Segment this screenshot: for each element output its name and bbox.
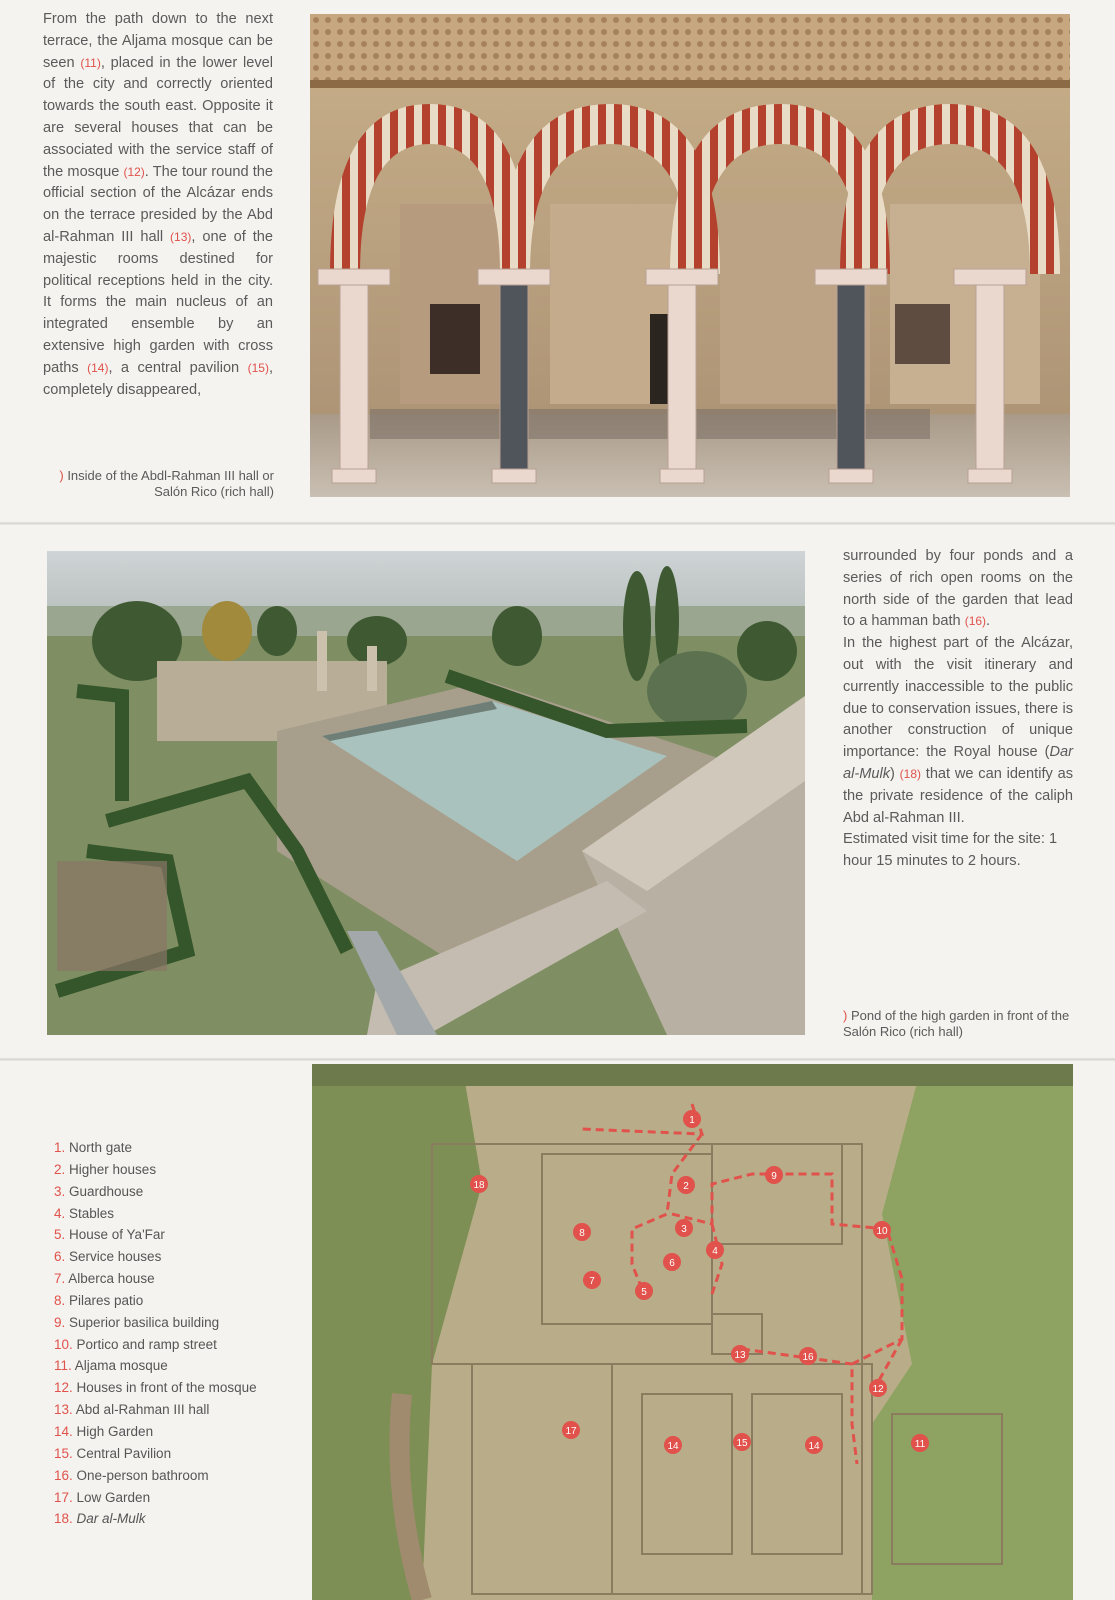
legend-label: House of Ya'Far [65, 1227, 165, 1243]
legend-label: Guardhouse [65, 1183, 144, 1199]
legend-number: 3. [54, 1183, 66, 1199]
map-marker-label: 3 [681, 1224, 687, 1235]
legend-number: 5. [54, 1227, 66, 1243]
legend-number: 1. [54, 1140, 66, 1155]
legend-item [54, 1487, 257, 1509]
map-marker-4 [706, 1241, 724, 1259]
legend-label: Pilares patio [65, 1292, 144, 1308]
text-run: that we can identify as the private residence of the caliph Abd al-Rahman III. [843, 765, 1073, 826]
high-garden-pond-photo [47, 551, 805, 1035]
caption-text: Pond of the high garden in front of the Salón Rico (rich hall) [843, 1008, 1070, 1039]
legend-item [54, 1290, 257, 1312]
legend-item [54, 1203, 257, 1225]
map-reference-number: (15) [247, 360, 269, 375]
legend-number: 18. [54, 1511, 73, 1527]
legend-label: Higher houses [65, 1161, 157, 1177]
legend-item [54, 1377, 257, 1399]
map-marker-18 [470, 1175, 488, 1193]
caption-text: Inside of the Abdl-Rahman III hall or Salón Rico (rich hall) [67, 468, 274, 499]
map-marker-label: 11 [914, 1439, 926, 1450]
map-marker-2 [677, 1176, 695, 1194]
map-marker-label: 1 [689, 1115, 695, 1126]
legend-label: High Garden [72, 1423, 154, 1439]
legend-item [54, 1312, 257, 1334]
map-marker-label: 8 [579, 1228, 585, 1239]
map-marker-16 [799, 1347, 817, 1365]
legend-label: Service houses [65, 1249, 162, 1265]
map-marker-label: 10 [876, 1226, 888, 1237]
legend-number: 8. [54, 1292, 66, 1308]
text-run: surrounded by four ponds and a series of rich open rooms on the north side of the garden that lead to a hamman bath [843, 548, 1073, 630]
legend-item [54, 1421, 257, 1443]
legend-item [54, 1268, 257, 1290]
text-run: . [986, 613, 991, 630]
legend-label: Low Garden [72, 1489, 151, 1505]
text-run: Dar al-Mulk [843, 744, 1073, 782]
text-run: , completely disappeared, [43, 359, 273, 398]
paragraph-ponds [843, 546, 1073, 633]
legend-number: 14. [54, 1423, 73, 1439]
aerial-site-map [312, 1064, 1073, 1600]
text-run: In the highest part of the Alcázar, out with the visit itinerary and currently inaccessible to the public due to conservation issues, there is another construction of unique importance: the Royal house ( [843, 635, 1073, 761]
fold-line [0, 522, 1115, 525]
text-run: , a central pavilion [108, 359, 248, 376]
caption-marker: ) [59, 468, 64, 483]
map-marker-1 [683, 1110, 701, 1128]
legend-label: Alberca house [65, 1271, 155, 1287]
map-marker-label: 14 [667, 1441, 679, 1452]
legend-item [54, 1181, 257, 1203]
legend-number: 13. [54, 1402, 73, 1418]
text-run: , one of the majestic rooms destined for political receptions held in the city. It forms the main nucleus of an integrated ensemble by an extensive high garden with cross paths [43, 228, 273, 376]
legend-item [54, 1399, 257, 1421]
legend-number: 12. [54, 1380, 73, 1396]
royal-house-description-text [843, 546, 1073, 873]
legend-number: 15. [54, 1445, 73, 1461]
fold-line [0, 1058, 1115, 1061]
map-marker-9 [765, 1166, 783, 1184]
site-map-legend [54, 1137, 257, 1530]
legend-item [54, 1508, 257, 1530]
legend-number: 9. [54, 1314, 66, 1330]
map-marker-11 [911, 1434, 929, 1452]
legend-label: North gate [65, 1140, 133, 1155]
legend-label: One-person bathroom [72, 1467, 209, 1483]
legend-number: 6. [54, 1249, 66, 1265]
map-marker-label: 17 [565, 1426, 577, 1437]
map-marker-label: 5 [641, 1287, 647, 1298]
map-marker-label: 15 [736, 1438, 748, 1449]
map-marker-label: 14 [808, 1441, 820, 1452]
map-marker-5 [635, 1282, 653, 1300]
map-reference-number: (13) [170, 229, 192, 244]
map-marker-label: 7 [589, 1276, 595, 1287]
text-run: From the path down to the next terrace, the Aljama mosque can be seen [43, 11, 273, 71]
map-reference-number: (11) [80, 55, 101, 70]
map-reference-number: (12) [123, 164, 145, 179]
legend-label: Houses in front of the mosque [72, 1380, 257, 1396]
legend-number: 16. [54, 1467, 73, 1483]
map-marker-3 [675, 1219, 693, 1237]
text-run: ) [890, 765, 900, 782]
legend-number: 17. [54, 1489, 73, 1505]
map-marker-label: 16 [802, 1352, 814, 1363]
map-marker-label: 2 [683, 1181, 689, 1192]
legend-item [54, 1224, 257, 1246]
legend-number: 10. [54, 1336, 73, 1352]
text-run: . The tour round the official section of the Alcázar ends on the terrace presided by the Abd al-Rahman III hall [43, 163, 273, 245]
mosque-description-text [43, 9, 273, 401]
legend-item [54, 1246, 257, 1268]
legend-item [54, 1355, 257, 1377]
pond-photo-caption [843, 1008, 1083, 1040]
text-run: , placed in the lower level of the city and correctly oriented towards the south east. Opposite it are several houses that can be associated with the service staff of the mosque [43, 54, 274, 180]
map-marker-label: 4 [712, 1246, 718, 1257]
legend-number: 11. [54, 1358, 72, 1374]
map-marker-8 [573, 1223, 591, 1241]
map-marker-10 [873, 1221, 891, 1239]
paragraph-visit-time: Estimated visit time for the site: 1 hour 15 minutes to 2 hours. [843, 831, 1058, 870]
map-marker-15 [733, 1433, 751, 1451]
map-marker-label: 6 [669, 1258, 675, 1269]
salon-rico-hall-photo [310, 14, 1070, 497]
map-marker-14 [805, 1436, 823, 1454]
legend-item [54, 1334, 257, 1356]
legend-item [54, 1465, 257, 1487]
map-marker-17 [562, 1421, 580, 1439]
caption-marker: ) [843, 1008, 848, 1023]
map-marker-14 [664, 1436, 682, 1454]
map-marker-label: 13 [734, 1350, 746, 1361]
map-marker-label: 12 [872, 1384, 884, 1395]
legend-label: Superior basilica building [65, 1314, 220, 1330]
legend-label: Central Pavilion [72, 1445, 172, 1461]
map-marker-label: 9 [771, 1171, 777, 1182]
map-reference-number: (16) [964, 614, 987, 629]
legend-label: Stables [65, 1205, 115, 1221]
legend-item [54, 1159, 257, 1181]
legend-label: Portico and ramp street [72, 1336, 217, 1352]
hall-photo-caption [40, 468, 274, 500]
map-reference-number: (14) [87, 360, 109, 375]
legend-number: 2. [54, 1161, 66, 1177]
map-reference-number: (18) [899, 766, 921, 781]
legend-label: Aljama mosque [71, 1358, 168, 1374]
legend-number: 4. [54, 1205, 66, 1221]
paragraph-royal-house [843, 633, 1073, 829]
map-marker-12 [869, 1379, 887, 1397]
legend-label: Abd al-Rahman III hall [72, 1402, 210, 1418]
map-marker-6 [663, 1253, 681, 1271]
legend-item [54, 1137, 257, 1159]
legend-number: 7. [54, 1271, 66, 1287]
legend-label: Dar al-Mulk [72, 1511, 146, 1527]
map-marker-7 [583, 1271, 601, 1289]
map-marker-label: 18 [473, 1180, 485, 1191]
map-marker-13 [731, 1345, 749, 1363]
legend-item [54, 1443, 257, 1465]
